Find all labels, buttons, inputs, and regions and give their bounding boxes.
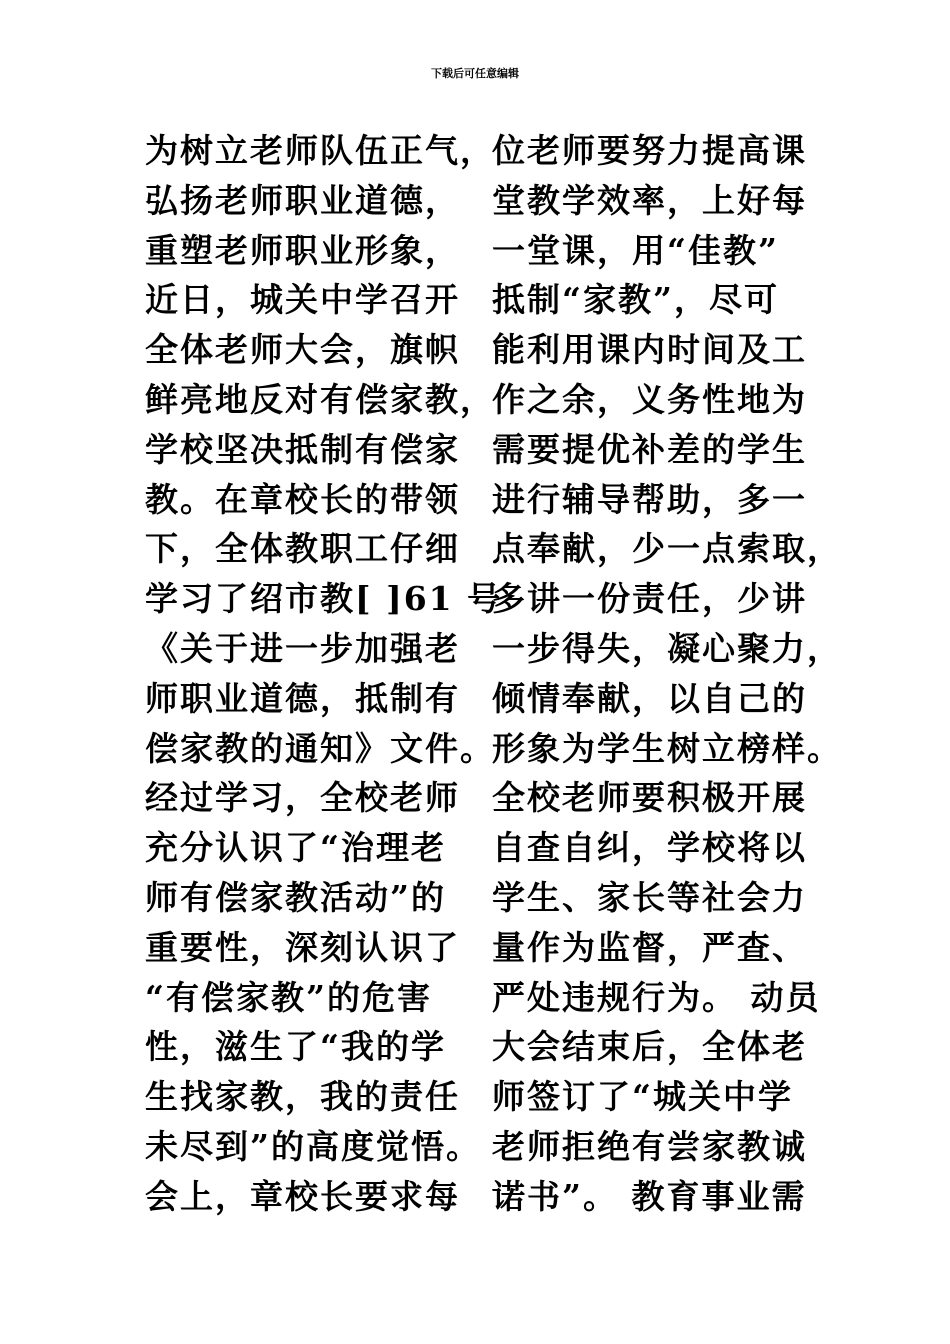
- text-line: 充分认识了“治理老: [145, 828, 446, 868]
- text-line: 多讲一份责任，少讲: [492, 579, 807, 619]
- text-line: 偿家教的通知》文件。: [145, 728, 495, 768]
- left-text-column: [145, 126, 505, 1222]
- text-line: 位老师要努力提高课: [492, 131, 807, 170]
- text-line: 作之余，义务性地为: [492, 379, 807, 419]
- text-line: 抵制“家教”，尽可: [492, 280, 779, 320]
- text-line: 点奉献，少一点索取，: [492, 529, 842, 569]
- page-header: 下载后可任意编辑: [431, 67, 519, 80]
- text-line: 学校坚决抵制有偿家: [145, 429, 460, 469]
- text-line: 下，全体教职工仔细: [145, 529, 460, 569]
- text-line: 倾情奉献，以自己的: [492, 678, 807, 718]
- text-line: 经过学习，全校老师: [145, 778, 460, 818]
- right-text-column: [492, 126, 852, 1222]
- text-line: 近日，城关中学召开: [145, 280, 460, 320]
- text-line: 性，滋生了“我的学: [145, 1027, 446, 1067]
- text-line: 一堂课，用“佳教”: [492, 230, 779, 270]
- text-line: 学习了绍市教[ ]61 号: [145, 579, 503, 619]
- text-line: 教。在章校长的带领: [145, 479, 460, 519]
- text-line: 量作为监督，严查、: [492, 927, 807, 967]
- text-line: 为树立老师队伍正气，: [145, 131, 495, 170]
- text-line: 鲜亮地反对有偿家教，: [145, 379, 495, 419]
- text-line: 《关于进一步加强老: [145, 628, 460, 668]
- text-line: 能利用课内时间及工: [492, 330, 807, 370]
- text-line: 未尽到”的高度觉悟。: [145, 1126, 481, 1166]
- text-line: 学生、家长等社会力: [492, 877, 807, 917]
- text-line: 师职业道德，抵制有: [145, 678, 460, 718]
- text-line: 需要提优补差的学生: [492, 429, 807, 469]
- text-line: 堂教学效率，上好每: [492, 180, 807, 220]
- text-line: “有偿家教”的危害: [145, 977, 432, 1017]
- text-line: 大会结束后，全体老: [492, 1027, 807, 1067]
- text-line: 严处违规行为。 动员: [492, 977, 821, 1017]
- text-line: 师有偿家教活动”的: [145, 877, 446, 917]
- text-line: 弘扬老师职业道德，: [145, 180, 460, 220]
- text-line: 形象为学生树立榜样。: [492, 728, 842, 768]
- text-line: 重塑老师职业形象，: [145, 230, 460, 270]
- text-line: 会上，章校长要求每: [145, 1176, 460, 1216]
- text-line: 老师拒绝有尝家教诚: [492, 1126, 807, 1166]
- text-line: 全体老师大会，旗帜: [145, 330, 460, 370]
- text-line: 生找家教，我的责任: [145, 1077, 460, 1117]
- text-line: 师签订了“城关中学: [492, 1077, 793, 1117]
- text-line: 进行辅导帮助，多一: [492, 479, 807, 519]
- text-line: 自查自纠，学校将以: [492, 828, 807, 868]
- text-line: 诺书”。 教育事业需: [492, 1176, 807, 1216]
- text-line: 一步得失，凝心聚力，: [492, 628, 842, 668]
- text-line: 重要性，深刻认识了: [145, 927, 460, 967]
- text-line: 全校老师要积极开展: [492, 778, 807, 818]
